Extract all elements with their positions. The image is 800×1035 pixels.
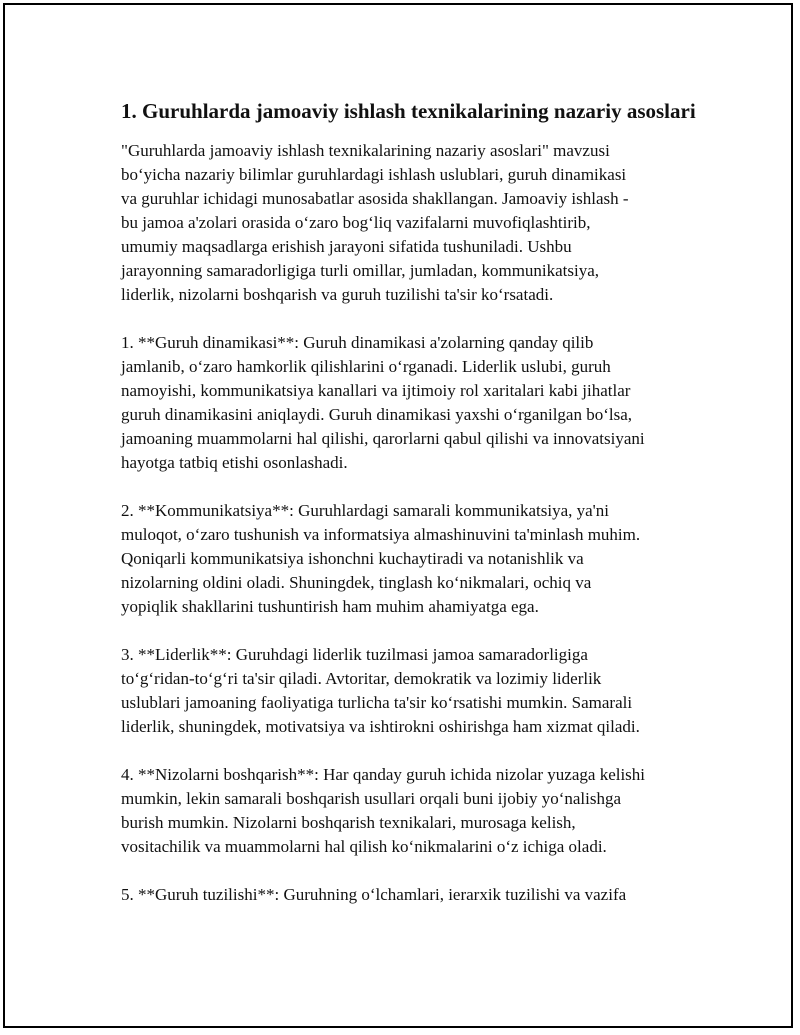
document-page bbox=[3, 3, 793, 1028]
communication-paragraph: 2. **Kommunikatsiya**: Guruhlardagi samarali kommunikatsiya, ya'ni muloqot, o‘zaro tushunish va informatsiya almashinuvini ta'minlash muhim. Qoniqarli kommunikatsiya ishonchni kuchaytiradi va notanishlik va nizolarning oldini oladi. Shuningdek, tinglash ko‘nikmalari, ochiq va yopiqlik shakllarini tushuntirish ham muhim ahamiyatga ega. bbox=[121, 501, 641, 616]
group-structure-paragraph: 5. **Guruh tuzilishi**: Guruhning o‘lchamlari, ierarxik tuzilishi va vazifa bbox=[121, 885, 627, 904]
intro-paragraph: "Guruhlarda jamoaviy ishlash texnikalarining nazariy asoslari" mavzusi bo‘yicha nazariy bilimlar guruhlardagi ishlash uslublari, guruh dinamikasi va guruhlar ichidagi munosabatlar asosida shakllangan. Jamoaviy ishlash - bu jamoa a'zolari orasida o‘zaro bog‘liq vazifalarni muvofiqlashtirib, umumiy maqsadlarga erishish jarayoni sifatida tushuniladi. Ushbu jarayonning samaradorligiga turli omillar, jumladan, kommunikatsiya, liderlik, nizolarni boshqarish va guruh tuzilishi ta'sir ko‘rsatadi. bbox=[121, 141, 629, 304]
document-content bbox=[121, 97, 701, 931]
leadership-paragraph: 3. **Liderlik**: Guruhdagi liderlik tuzilmasi jamoa samaradorligiga to‘g‘ridan-to‘g‘ri ta'sir qiladi. Avtoritar, demokratik va lozimiy liderlik uslublari jamoaning faoliyatiga turlicha ta'sir ko‘rsatishi mumkin. Samarali liderlik, shuningdek, motivatsiya va ishtirokni oshirishga ham xizmat qiladi. bbox=[121, 645, 640, 736]
conflict-management-paragraph: 4. **Nizolarni boshqarish**: Har qanday guruh ichida nizolar yuzaga kelishi mumkin, lekin samarali boshqarish usullari orqali buni ijobiy yo‘nalishga burish mumkin. Nizolarni boshqarish texnikalari, murosaga kelish, vositachilik va muammolarni hal qilish ko‘nikmalarini o‘z ichiga oladi. bbox=[121, 765, 646, 856]
section-heading: 1. Guruhlarda jamoaviy ishlash texnikalarining nazariy asoslari bbox=[121, 99, 696, 123]
group-dynamics-paragraph: 1. **Guruh dinamikasi**: Guruh dinamikasi a'zolarning qanday qilib jamlanib, o‘zaro hamkorlik qilishlarini o‘rganadi. Liderlik uslubi, guruh namoyishi, kommunikatsiya kanallari va ijtimoiy rol xaritalari kabi jihatlar guruh dinamikasini aniqlaydi. Guruh dinamikasi yaxshi o‘rganilgan bo‘lsa, jamoaning muammolarni hal qilishi, qarorlarni qabul qilishi va innovatsiyani hayotga tatbiq etishi osonlashadi. bbox=[121, 333, 645, 472]
